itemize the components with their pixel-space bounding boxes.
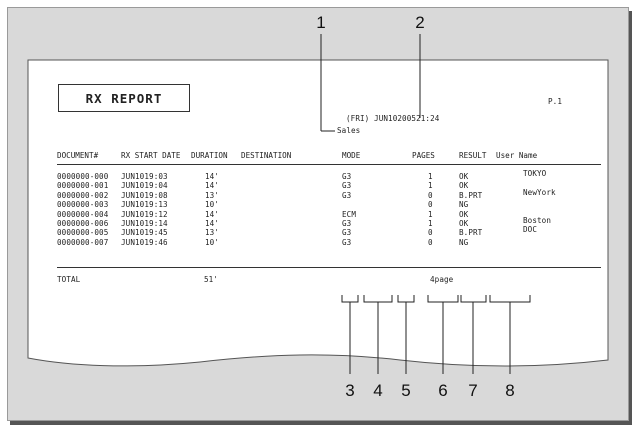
- report-title: RX REPORT: [58, 84, 190, 112]
- cell-mode: G3: [342, 237, 352, 247]
- cell-pages: 1: [428, 172, 433, 181]
- cell-document: 0000000-000: [57, 172, 109, 181]
- total-duration: 51': [204, 275, 219, 284]
- page-number: P.1: [548, 97, 563, 106]
- cell-user-name: TOKYO: [523, 169, 547, 178]
- cell-document: 0000000-005: [57, 228, 109, 238]
- callout-7: 7: [468, 381, 478, 400]
- cell-result: OK: [459, 172, 469, 181]
- cell-result: B.PRT: [459, 228, 483, 238]
- cell-pages: 1: [428, 209, 433, 219]
- cell-duration: 14': [205, 172, 220, 181]
- cell-rx-start-date: JUN1019:14: [121, 219, 168, 228]
- cell-rx-start-date: JUN1019:12: [121, 209, 168, 219]
- callout-2: 2: [415, 13, 425, 32]
- report-sender: Sales: [337, 126, 361, 135]
- total-pages: 4page: [430, 275, 454, 284]
- callout-3: 3: [345, 381, 355, 400]
- callout-4: 4: [373, 381, 383, 400]
- total-label: TOTAL: [57, 275, 81, 284]
- cell-pages: 0: [428, 200, 433, 210]
- cell-pages: 1: [428, 219, 433, 228]
- cell-duration: 14': [205, 209, 220, 219]
- cell-user-name: DOC: [523, 225, 538, 235]
- cell-result: OK: [459, 219, 469, 228]
- cell-duration: 10': [205, 200, 220, 210]
- cell-document: 0000000-003: [57, 200, 109, 210]
- cell-mode: G3: [342, 219, 352, 228]
- cell-pages: 1: [428, 181, 433, 191]
- cell-rx-start-date: JUN1019:46: [121, 237, 168, 247]
- col-header-pages: PAGES: [412, 151, 435, 160]
- col-header-user-name: User Name: [496, 151, 538, 160]
- callout-1: 1: [316, 13, 326, 32]
- cell-pages: 0: [428, 190, 433, 200]
- cell-duration: 13': [205, 228, 220, 238]
- callout-5: 5: [401, 381, 411, 400]
- cell-rx-start-date: JUN1019:45: [121, 228, 168, 238]
- cell-rx-start-date: JUN1019:13: [121, 200, 168, 210]
- cell-mode: G3: [342, 190, 352, 200]
- cell-duration: 13': [205, 190, 220, 200]
- col-header-duration: DURATION: [191, 151, 228, 160]
- cell-document: 0000000-002: [57, 190, 109, 200]
- col-header-destination: DESTINATION: [241, 151, 292, 160]
- report-datetime: (FRI) JUN10200521:24: [346, 114, 440, 123]
- cell-duration: 10': [205, 237, 220, 247]
- cell-document: 0000000-001: [57, 181, 109, 191]
- cell-result: NG: [459, 237, 469, 247]
- col-header-result: RESULT: [459, 151, 487, 160]
- col-header-rx-start-date: RX START DATE: [121, 151, 181, 160]
- cell-document: 0000000-004: [57, 209, 109, 219]
- cell-user-name: NewYork: [523, 187, 556, 197]
- total-rule: [57, 267, 601, 268]
- cell-document: 0000000-007: [57, 237, 109, 247]
- cell-document: 0000000-006: [57, 219, 109, 228]
- cell-mode: ECM: [342, 209, 357, 219]
- cell-pages: 0: [428, 228, 433, 238]
- callout-8: 8: [505, 381, 515, 400]
- cell-rx-start-date: JUN1019:04: [121, 181, 168, 191]
- header-rule: [57, 164, 601, 165]
- callout-6: 6: [438, 381, 448, 400]
- cell-user-name: Boston: [523, 216, 552, 225]
- cell-mode: G3: [342, 228, 352, 238]
- cell-mode: G3: [342, 172, 352, 181]
- col-header-document: DOCUMENT#: [57, 151, 99, 160]
- cell-mode: G3: [342, 181, 352, 191]
- cell-result: OK: [459, 181, 469, 191]
- col-header-mode: MODE: [342, 151, 361, 160]
- cell-rx-start-date: JUN1019:03: [121, 172, 168, 181]
- cell-duration: 14': [205, 219, 220, 228]
- cell-rx-start-date: JUN1019:08: [121, 190, 168, 200]
- cell-duration: 14': [205, 181, 220, 191]
- cell-result: B.PRT: [459, 190, 483, 200]
- cell-result: NG: [459, 200, 469, 210]
- cell-pages: 0: [428, 237, 433, 247]
- cell-result: OK: [459, 209, 469, 219]
